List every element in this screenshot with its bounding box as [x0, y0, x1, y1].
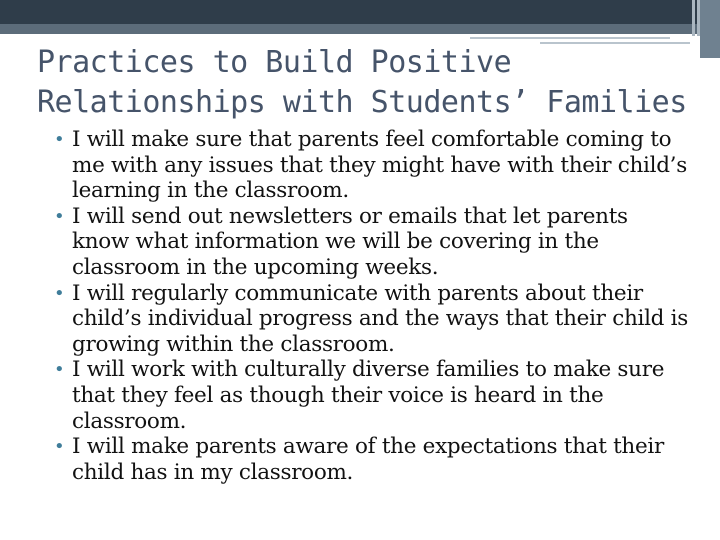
- header-band-mid: [0, 24, 720, 34]
- bullet-text: I will make parents aware of the expectations that their child has in my classroom.: [72, 434, 664, 485]
- slide-title-line-2: Relationships with Students’ Families: [37, 85, 687, 120]
- corner-stripe: [697, 0, 700, 36]
- bullet-text: I will make sure that parents feel comfortable coming to me with any issues that they might have with their child’s learning in the classroom.: [72, 127, 687, 204]
- bullet-dot-icon: •: [54, 282, 65, 304]
- bullet-text: I will send out newsletters or emails that let parents know what information we will be covering in the classroom in the upcoming weeks.: [72, 203, 628, 280]
- bullet-dot-icon: •: [54, 129, 65, 150]
- bullet-item: [50, 204, 690, 281]
- slide-title-line-1: Practices to Build Positive: [37, 45, 512, 80]
- bullet-item: [50, 127, 690, 204]
- bullet-list: [50, 127, 690, 485]
- header-accent-line: [470, 37, 670, 39]
- bullet-item: [50, 357, 690, 434]
- bullet-text: I will regularly communicate with parents about their child’s individual progress and the ways that their child is growing within the classroom.: [72, 280, 688, 357]
- bullet-text: I will work with culturally diverse families to make sure that they feel as though their voice is heard in the classroom.: [72, 357, 665, 434]
- bullet-dot-icon: •: [54, 359, 65, 381]
- bullet-dot-icon: •: [54, 205, 65, 227]
- slide-title: [37, 43, 697, 123]
- corner-stripe: [692, 0, 695, 36]
- bullet-item: [50, 281, 690, 358]
- bullet-item: [50, 434, 690, 485]
- bullet-dot-icon: •: [54, 436, 65, 458]
- header-band-dark: [0, 0, 720, 24]
- corner-accent: [700, 0, 720, 58]
